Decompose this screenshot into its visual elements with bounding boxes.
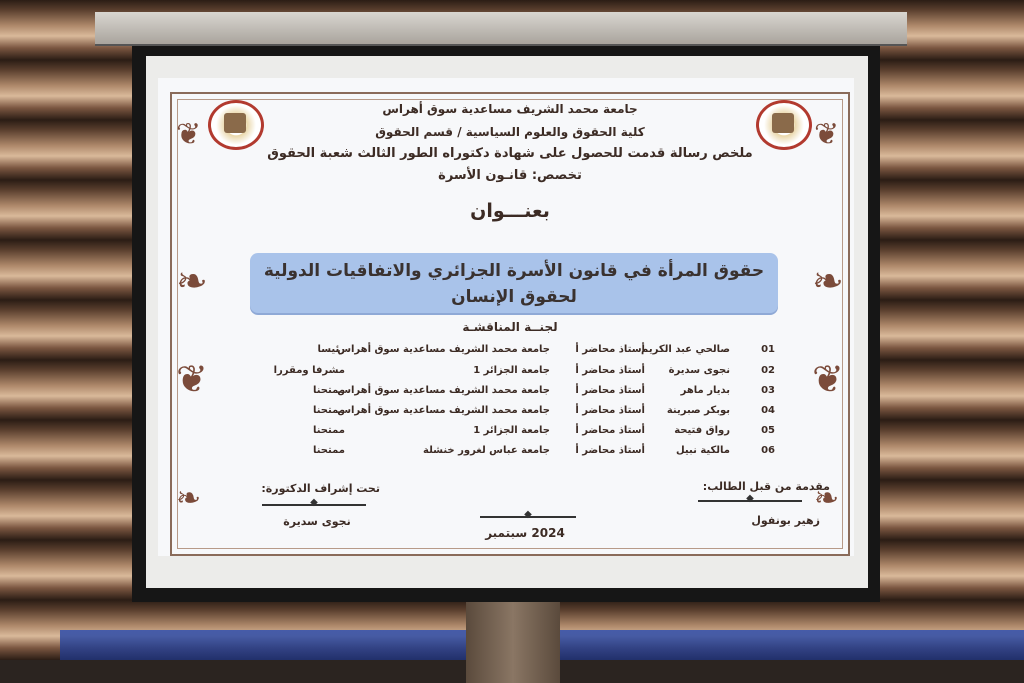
member-university: جامعة عباس لغرور خنشلة [423,445,550,456]
date-month: سبتمبر [485,526,528,540]
student-label: مقدمة من قبل الطالب: [702,480,830,493]
thesis-title: حقوق المرأة في قانون الأسرة الجزائري والاتفاقيات الدولية لحقوق الإنسان [263,261,765,307]
member-number: 03 [761,385,775,396]
committee-row [265,445,775,465]
thesis-summary: ملخص رسالة قدمت للحصول على شهادة دكتوراه الطور الثالث شعبة الحقوق [267,146,753,161]
member-rank: أستاذ محاضر أ [575,425,645,436]
member-name: بديار ماهر [680,385,730,396]
committee-row [265,344,775,364]
ornament-swirl-icon: ❧ [814,481,840,516]
date [470,526,580,540]
member-university: جامعة محمد الشريف مساعدية سوق أهراس [337,344,550,355]
ornament-swirl-icon: ❧ [176,481,202,516]
member-university: جامعة الجزائر 1 [473,425,550,436]
title-heading: بعنـــوان [470,200,550,222]
ornament-swirl-icon: ❦ [176,117,202,152]
committee-heading: لجنــة المناقشـة [462,320,558,334]
member-name: نجوى سديرة [668,365,730,376]
supervisor-name: نجوى سديرة [283,515,351,528]
member-number: 04 [761,405,775,416]
projector-screen-housing [95,12,907,46]
ornament-swirl-icon: ❧ [176,259,208,303]
faculty-name: كلية الحقوق والعلوم السياسية / قسم الحقوق [375,125,645,139]
member-role: ممتحنا [312,385,345,396]
divider-ornament [472,512,584,522]
university-name: جامعة محمد الشريف مساعدية سوق أهراس [382,102,638,116]
ornament-swirl-icon: ❦ [812,357,844,401]
student-name: زهير بونفول [751,514,820,527]
divider-ornament [690,496,810,506]
member-role: رئيسا [317,344,345,355]
member-number: 05 [761,425,775,436]
ornament-swirl-icon: ❦ [814,117,840,152]
supervisor-label: تحت إشراف الدكتورة: [261,482,380,495]
member-number: 06 [761,445,775,456]
member-role: ممتحنا [312,445,345,456]
ornament-swirl-icon: ❧ [812,259,844,303]
member-role: ممتحنا [312,425,345,436]
member-name: رواق فتيحة [674,425,730,436]
committee-row [265,425,775,445]
university-logo-right [756,100,812,150]
date-year: 2024 [531,526,565,540]
member-rank: أستاذ محاضر أ [575,385,645,396]
member-number: 02 [761,365,775,376]
member-university: جامعة الجزائر 1 [473,365,550,376]
committee-row [265,365,775,385]
member-rank: أستاذ محاضر أ [575,365,645,376]
committee-row [265,385,775,405]
divider-ornament [254,500,374,510]
university-logo-left [208,100,264,150]
member-rank: أستاذ محاضر أ [575,405,645,416]
member-role: ممتحنا [312,405,345,416]
member-university: جامعة محمد الشريف مساعدية سوق أهراس [337,405,550,416]
screen-stand [466,602,560,683]
member-rank: أستاذ محاضر أ [575,344,645,355]
member-name: بوبكر صبرينة [666,405,730,416]
member-name: صالحي عبد الكريم [641,344,730,355]
committee-row [265,405,775,425]
member-name: مالكية نبيل [676,445,730,456]
specialty: تخصص: قانـون الأسرة [438,168,582,183]
member-rank: أستاذ محاضر أ [575,445,645,456]
ornament-swirl-icon: ❦ [176,357,208,401]
member-university: جامعة محمد الشريف مساعدية سوق أهراس [337,385,550,396]
member-role: مشرفا ومقررا [273,365,345,376]
member-number: 01 [761,344,775,355]
